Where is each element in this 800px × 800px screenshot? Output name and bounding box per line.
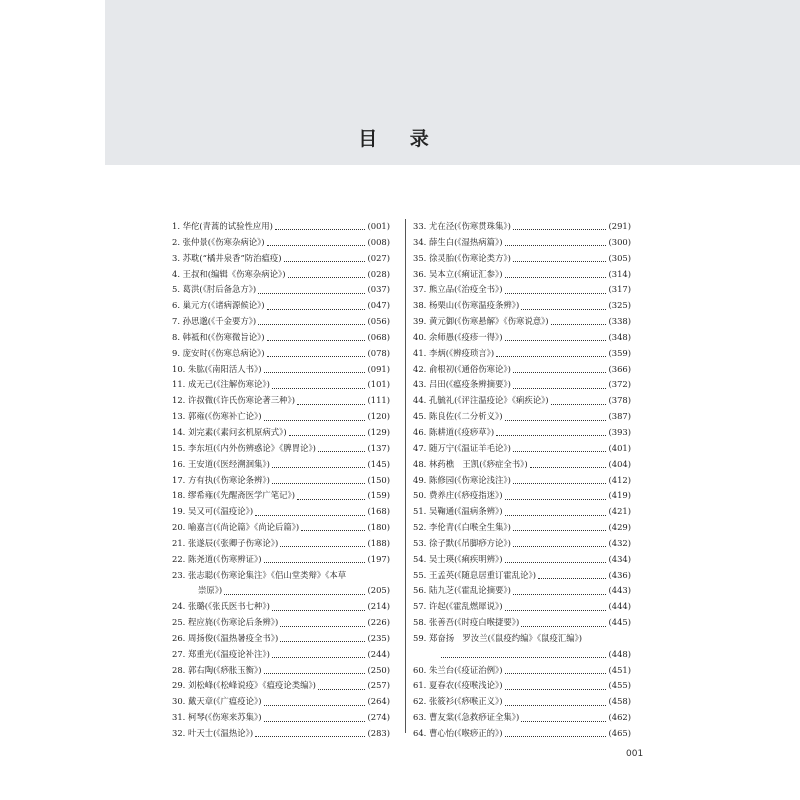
toc-entry-title: 28. 郭右陶(《痧胀玉衡》) (172, 664, 262, 675)
toc-entry-page: (421) (608, 506, 631, 517)
dot-leader (505, 554, 607, 563)
dot-leader (264, 554, 366, 563)
toc-entry-title: 59. 郑奋扬 罗汝兰(《鼠疫约编》《鼠疫汇编》) (413, 632, 583, 643)
dot-leader (267, 332, 366, 341)
toc-entry[interactable] (413, 520, 631, 536)
toc-entry-title: 25. 程应旄(《伤寒论后条辨》) (172, 617, 279, 628)
toc-entry-page: (444) (608, 601, 631, 612)
toc-entry-page: (120) (367, 411, 390, 422)
toc-entry-page: (226) (367, 617, 390, 628)
toc-entry[interactable] (172, 583, 390, 599)
toc-entry-title: 24. 张璐(《张氏医书七种》) (172, 601, 270, 612)
toc-entry-page: (274) (367, 712, 390, 723)
toc-entry-title: 5. 葛洪(《肘后备急方》) (172, 284, 257, 295)
toc-entry-title: 2. 张仲景(《伤寒杂病论》) (172, 236, 265, 247)
toc-entry-page: (078) (367, 347, 390, 358)
toc-entry[interactable] (172, 488, 390, 504)
toc-entry-page: (366) (608, 363, 631, 374)
dot-leader (272, 649, 366, 658)
dot-leader (513, 364, 607, 373)
toc-entry[interactable] (413, 362, 631, 378)
toc-entry[interactable] (413, 298, 631, 314)
toc-entry[interactable] (413, 583, 631, 599)
toc-entry-title: 44. 孔毓礼(《评注温疫论》《痢疾论》) (413, 395, 549, 406)
toc-entry-title: 40. 余师愚(《疫疹一得》) (413, 331, 503, 342)
toc-entry-page: (314) (608, 268, 631, 279)
toc-right-column (413, 219, 631, 742)
toc-entry-title: 13. 郭雍(《伤寒补亡论》) (172, 411, 262, 422)
dot-leader (521, 301, 606, 310)
toc-entry-page: (462) (608, 712, 631, 723)
toc-entry-page: (214) (367, 601, 390, 612)
toc-entry-page: (434) (608, 553, 631, 564)
toc-entry-page: (235) (367, 632, 390, 643)
dot-leader (280, 538, 365, 547)
toc-entry-page: (448) (608, 648, 631, 659)
toc-entry[interactable] (413, 552, 631, 568)
toc-entry[interactable] (172, 473, 390, 489)
toc-entry-title: 21. 张遂辰(《张卿子伤寒论》) (172, 537, 279, 548)
toc-entry[interactable] (172, 267, 390, 283)
toc-entry-page: (458) (608, 696, 631, 707)
toc-entry-page: (443) (608, 585, 631, 596)
toc-entry[interactable] (172, 425, 390, 441)
toc-entry-page: (188) (367, 537, 390, 548)
dot-leader (551, 316, 607, 325)
toc-entry-title: 41. 李炳(《辨疫琐言》) (413, 347, 495, 358)
toc-entry-page: (250) (367, 664, 390, 675)
toc-entry[interactable] (413, 441, 631, 457)
toc-entry[interactable] (172, 536, 390, 552)
toc-entry-page: (412) (608, 474, 631, 485)
toc-entry-page: (455) (608, 680, 631, 691)
dot-leader (513, 253, 607, 262)
dot-leader (264, 697, 366, 706)
toc-entry-page: (068) (367, 331, 390, 342)
dot-leader (272, 459, 366, 468)
toc-entry[interactable] (172, 330, 390, 346)
dot-leader (505, 285, 607, 294)
toc-entry-title: 48. 林药樵 王凯(《痧症全书》) (413, 458, 528, 469)
toc-entry-page: (159) (367, 490, 390, 501)
toc-entry-title: 29. 刘松峰(《松峰说疫》《瘟疫论类编》) (172, 680, 316, 691)
toc-entry-page: (264) (367, 696, 390, 707)
toc-entry[interactable] (413, 568, 631, 584)
dot-leader (513, 443, 607, 452)
toc-entry-page: (111) (367, 395, 390, 406)
toc-entry-title: 47. 随万宁(《温证羊毛论》) (413, 442, 511, 453)
dot-leader (505, 728, 607, 737)
toc-entry-page: (137) (367, 442, 390, 453)
dot-leader (505, 332, 607, 341)
toc-entry-page: (300) (608, 236, 631, 247)
toc-entry[interactable] (413, 647, 631, 663)
toc-entry-page: (436) (608, 569, 631, 580)
toc-entry[interactable] (413, 488, 631, 504)
toc-entry-title: 27. 郑重光(《温疫论补注》) (172, 648, 270, 659)
toc-entry-page: (372) (608, 379, 631, 390)
toc-entry-page: (145) (367, 458, 390, 469)
toc-entry[interactable] (413, 377, 631, 393)
dot-leader (521, 713, 606, 722)
toc-entry-page: (091) (367, 363, 390, 374)
toc-entry[interactable] (172, 393, 390, 409)
dot-leader (513, 221, 607, 230)
dot-leader (264, 713, 366, 722)
dot-leader (505, 412, 607, 421)
toc-entry-page: (404) (608, 458, 631, 469)
toc-entry-page: (047) (367, 300, 390, 311)
toc-entry[interactable] (413, 726, 631, 742)
toc-entry[interactable] (172, 663, 390, 679)
toc-entry[interactable] (172, 615, 390, 631)
dot-leader (530, 459, 607, 468)
toc-entry-title: 64. 曹心怡(《喉痧正的》) (413, 728, 503, 738)
dot-leader (297, 491, 365, 500)
toc-entry-title: 58. 张善吾(《时疫白喉捷要》) (413, 617, 520, 628)
column-divider (405, 219, 406, 733)
dot-leader (496, 427, 606, 436)
toc-entry-title: 60. 朱兰台(《疫证治例》) (413, 664, 503, 675)
toc-entry[interactable] (172, 726, 390, 742)
dot-leader (275, 221, 366, 230)
toc-entry-title: 45. 陈良佐(《二分析义》) (413, 411, 503, 422)
toc-entry-page: (283) (367, 728, 390, 738)
toc-entry-title: 17. 方有执(《伤寒论条辨》) (172, 474, 270, 485)
toc-entry-title: 12. 许叔微(《许氏伤寒论著三种》) (172, 395, 296, 406)
toc-entry[interactable] (172, 457, 390, 473)
dot-leader (505, 269, 607, 278)
dot-leader (505, 237, 607, 246)
toc-entry[interactable] (172, 219, 390, 235)
toc-entry-title: 31. 柯琴(《伤寒来苏集》) (172, 712, 262, 723)
toc-entry[interactable] (413, 235, 631, 251)
toc-entry-page: (432) (608, 537, 631, 548)
toc-entry[interactable] (413, 631, 631, 647)
toc-entry-title: 36. 吴本立(《痢证汇参》) (413, 268, 503, 279)
toc-entry-title: 55. 王孟英(《随息居重订霍乱论》) (413, 569, 537, 580)
toc-entry-title: 57. 许起(《霍乱燃犀说》) (413, 601, 503, 612)
toc-entry-title: 43. 吕田(《瘟疫条辨摘要》) (413, 379, 511, 390)
dot-leader (264, 665, 366, 674)
dot-leader (267, 301, 366, 310)
dot-leader (538, 570, 606, 579)
toc-entry-title: 崇原》) (198, 585, 223, 596)
dot-leader (505, 697, 607, 706)
toc-entry[interactable] (172, 599, 390, 615)
dot-leader (496, 348, 606, 357)
toc-entry[interactable] (172, 568, 390, 584)
toc-entry-title: 23. 张志聪(《伤寒论集注》《侣山堂类辩》《本草 (172, 569, 347, 580)
toc-entry[interactable] (172, 631, 390, 647)
toc-entry-title: 50. 费养庄(《痧疫指迷》) (413, 490, 503, 501)
dot-leader (289, 427, 366, 436)
toc-entry[interactable] (172, 346, 390, 362)
toc-entry-page: (101) (367, 379, 390, 390)
dot-leader (513, 586, 607, 595)
toc-entry[interactable] (413, 425, 631, 441)
toc-entry-title: 42. 俞根初(《通俗伤寒论》) (413, 363, 511, 374)
toc-entry[interactable] (413, 694, 631, 710)
page-title: 目 录 (358, 128, 442, 150)
dot-leader (521, 618, 606, 627)
toc-entry-page: (348) (608, 331, 631, 342)
toc-entry[interactable] (413, 457, 631, 473)
toc-entry[interactable] (413, 219, 631, 235)
toc-entry-title: 62. 张筱衫(《痧喉正义》) (413, 696, 503, 707)
toc-entry[interactable] (413, 599, 631, 615)
dot-leader (505, 507, 607, 516)
dot-leader (288, 269, 366, 278)
toc-entry-title: 6. 巢元方(《诸病源候论》) (172, 300, 265, 311)
toc-entry[interactable] (172, 520, 390, 536)
dot-leader (272, 380, 366, 389)
toc-entry[interactable] (413, 663, 631, 679)
toc-entry-title: 37. 熊立品(《治疫全书》) (413, 284, 503, 295)
page-number: 001 (626, 749, 644, 759)
dot-leader (255, 507, 365, 516)
toc-entry-title: 8. 韩祗和(《伤寒微旨论》) (172, 331, 265, 342)
toc-entry-title: 14. 刘完素(《素问玄机原病式》) (172, 426, 287, 437)
toc-entry[interactable] (413, 710, 631, 726)
toc-entry-page: (378) (608, 395, 631, 406)
toc-entry-page: (056) (367, 316, 390, 327)
toc-entry-page: (429) (608, 522, 631, 533)
toc-entry[interactable] (413, 504, 631, 520)
dot-leader (505, 602, 607, 611)
toc-entry[interactable] (413, 282, 631, 298)
toc-entry-title: 39. 黄元御(《伤寒悬解》《伤寒说意》) (413, 316, 549, 327)
toc-left-column (172, 219, 390, 742)
toc-entry-title: 61. 夏春农(《疫喉浅论》) (413, 680, 503, 691)
toc-entry[interactable] (172, 694, 390, 710)
toc-entry-page: (129) (367, 426, 390, 437)
toc-entry-title: 3. 苏耽(“橘井泉香”防治瘟疫) (172, 252, 282, 263)
dot-leader (505, 665, 607, 674)
toc-entry-title: 18. 缪希雍(《先醒斋医学广笔记》) (172, 490, 296, 501)
toc-entry-page: (445) (608, 617, 631, 628)
toc-entry-title: 7. 孙思邈(《千金要方》) (172, 316, 257, 327)
toc-entry[interactable] (172, 235, 390, 251)
toc-entry-title: 33. 尤在泾(《伤寒贯珠集》) (413, 221, 511, 231)
toc-entry[interactable] (413, 536, 631, 552)
toc-entry-page: (008) (367, 236, 390, 247)
dot-leader (441, 649, 606, 658)
toc-entry-page: (393) (608, 426, 631, 437)
toc-entry-page: (001) (367, 221, 390, 231)
toc-entry-title: 15. 李东垣(《内外伤辨惑论》《脾胃论》) (172, 442, 316, 453)
toc-entry-page: (168) (367, 506, 390, 517)
dot-leader (280, 633, 365, 642)
dot-leader (505, 491, 607, 500)
toc-entry-page: (027) (367, 252, 390, 263)
toc-entry-page: (359) (608, 347, 631, 358)
toc-entry-title: 10. 朱肱(《南阳活人书》) (172, 363, 262, 374)
toc-entry[interactable] (413, 330, 631, 346)
toc-entry-title: 22. 陈尧道(《伤寒辨证》) (172, 553, 262, 564)
toc-entry[interactable] (413, 473, 631, 489)
toc-entry-page: (028) (367, 268, 390, 279)
dot-leader (272, 602, 366, 611)
toc-entry-title: 16. 王安道(《医经溯洄集》) (172, 458, 270, 469)
toc-entry[interactable] (413, 678, 631, 694)
toc-entry-page: (338) (608, 316, 631, 327)
toc-entry[interactable] (413, 393, 631, 409)
dot-leader (513, 538, 607, 547)
toc-entry[interactable] (172, 647, 390, 663)
dot-leader (513, 380, 607, 389)
toc-entry-title: 26. 周扬俊(《温热暑疫全书》) (172, 632, 279, 643)
dot-leader (267, 237, 366, 246)
dot-leader (513, 475, 607, 484)
toc-entry[interactable] (172, 678, 390, 694)
dot-leader (301, 522, 365, 531)
toc-entry[interactable] (172, 298, 390, 314)
toc-entry-page: (401) (608, 442, 631, 453)
toc-entry-page: (451) (608, 664, 631, 675)
dot-leader (264, 412, 366, 421)
toc-entry-title: 52. 李伦青(《白喉全生集》) (413, 522, 511, 533)
dot-leader (505, 681, 607, 690)
dot-leader (551, 396, 607, 405)
toc-entry-title: 19. 吴又可(《温疫论》) (172, 506, 254, 517)
toc-entry[interactable] (413, 314, 631, 330)
toc-entry[interactable] (172, 314, 390, 330)
toc-entry-page: (037) (367, 284, 390, 295)
dot-leader (280, 618, 365, 627)
toc-entry[interactable] (172, 552, 390, 568)
toc-entry-title: 63. 曹友棠(《急救痧证全集》) (413, 712, 520, 723)
toc-entry-title: 38. 杨栗山(《伤寒温疫条辨》) (413, 300, 520, 311)
toc-entry-title: 51. 吴鞠通(《温病条辨》) (413, 506, 503, 517)
toc-entry-title: 54. 吴士瑛(《痢疾明辨》) (413, 553, 503, 564)
toc-entry[interactable] (172, 504, 390, 520)
dot-leader (258, 316, 365, 325)
toc-entry[interactable] (172, 409, 390, 425)
toc-entry-page: (419) (608, 490, 631, 501)
toc-entry-title: 11. 成无己(《注解伤寒论》) (172, 379, 270, 390)
toc-entry[interactable] (413, 251, 631, 267)
toc-entry-page: (325) (608, 300, 631, 311)
toc-entry-title: 1. 华佗(青蒿的试验性应用) (172, 221, 273, 231)
toc-entry-page: (317) (608, 284, 631, 295)
toc-entry-page: (150) (367, 474, 390, 485)
toc-entry-title: 56. 陆九芝(《霍乱论摘要》) (413, 585, 511, 596)
toc-entry-page: (291) (608, 221, 631, 231)
toc-entry[interactable] (172, 251, 390, 267)
dot-leader (513, 522, 607, 531)
dot-leader (267, 348, 366, 357)
toc-entry[interactable] (413, 346, 631, 362)
toc-entry[interactable] (413, 409, 631, 425)
toc-entry-page: (257) (367, 680, 390, 691)
dot-leader (264, 364, 366, 373)
toc-entry[interactable] (172, 282, 390, 298)
toc-entry-title: 30. 戴天章(《广瘟疫论》) (172, 696, 262, 707)
toc-entry[interactable] (172, 441, 390, 457)
dot-leader (318, 681, 366, 690)
toc-entry-title: 53. 徐子默(《吊脚痧方论》) (413, 537, 511, 548)
toc-entry[interactable] (172, 362, 390, 378)
dot-leader (255, 728, 365, 737)
dot-leader (258, 285, 365, 294)
dot-leader (297, 396, 365, 405)
toc-entry-page: (465) (608, 728, 631, 738)
toc-entry[interactable] (172, 377, 390, 393)
toc-entry-page: (387) (608, 411, 631, 422)
toc-entry-page: (205) (367, 585, 390, 596)
toc-entry[interactable] (172, 710, 390, 726)
toc-entry-page: (180) (367, 522, 390, 533)
toc-entry-page: (244) (367, 648, 390, 659)
toc-entry-title: 20. 喻嘉言(《尚论篇》《尚论后篇》) (172, 522, 300, 533)
toc-entry-title: 32. 叶天士(《温热论》) (172, 728, 254, 738)
dot-leader (318, 443, 366, 452)
dot-leader (284, 253, 366, 262)
toc-entry-page: (197) (367, 553, 390, 564)
toc-entry[interactable] (413, 267, 631, 283)
toc-entry-title: 49. 陈修园(《伤寒论浅注》) (413, 474, 511, 485)
toc-entry-title: 35. 徐灵胎(《伤寒论类方》) (413, 252, 511, 263)
toc-entry-title: 46. 陈耕道(《疫痧草》) (413, 426, 495, 437)
toc-entry-title: 4. 王叔和(编辑《伤寒杂病论》) (172, 268, 286, 279)
dot-leader (224, 586, 365, 595)
toc-entry[interactable] (413, 615, 631, 631)
toc-entry-page: (305) (608, 252, 631, 263)
dot-leader (272, 475, 366, 484)
toc-entry-title: 34. 薛生白(《湿热病篇》) (413, 236, 503, 247)
toc-entry-title: 9. 庞安时(《伤寒总病论》) (172, 347, 265, 358)
